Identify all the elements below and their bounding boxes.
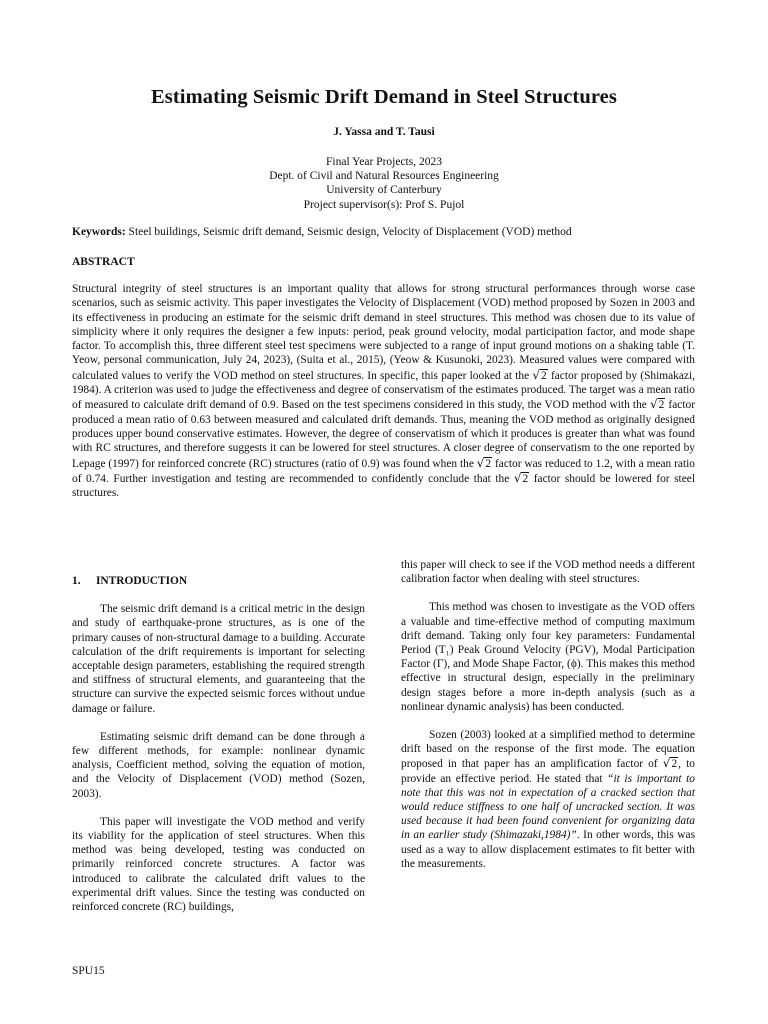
intro-paragraph: The seismic drift demand is a critical metric in the design and study of earthquake-prone structures, as is one of the primary causes of non-structural damage to a building. Accurate calculation of the drift requirements is important for selecting acceptable design parameters, establishing the required strength and stiffness of structural elements, and guaranteeing that the structure can survive the expected seismic forces without undue damage or failure. bbox=[72, 603, 365, 715]
intro-paragraph: Sozen (2003) looked at a simplified method to determine drift based on the response of the first mode. The equation proposed in that paper has an amplification factor of √2, to provide an effective period. He stated that “it is important to note that this was not in expectation of a cracked section that would reduce stiffness to one half of uncracked section. It was used because it had been found convenient for organizing data in an earlier study (Shimazaki,1984)”. In other words, this was used as a way to allow displacement estimates to fit better with the measurements. bbox=[401, 729, 696, 870]
abstract-text: factor should be lowered for steel structures. bbox=[72, 472, 695, 500]
affiliation-line: Project supervisor(s): Prof S. Pujol bbox=[303, 198, 465, 211]
abstract-heading: ABSTRACT bbox=[72, 256, 135, 268]
abstract-text: factor was reduced to 1.2, with a mean ratio of 0.74. Further investigation and testing are recommended to confidently conclude that the bbox=[72, 457, 695, 485]
keywords-label: Keywords: bbox=[72, 226, 126, 238]
right-column bbox=[401, 558, 695, 885]
affiliation-line: University of Canterbury bbox=[326, 184, 442, 197]
affiliation bbox=[0, 155, 768, 212]
left-column bbox=[72, 574, 365, 928]
abstract-text: factor proposed by (Shimakazi, 1984). A criterion was used to judge the effectiveness and degree of conservatism of the estimates produced. The target was a mean ratio of measured to calculate drift demand of 0.9. Based on the test specimens considered in this study, the VOD method with the bbox=[72, 369, 695, 412]
abstract-paragraph bbox=[72, 282, 695, 500]
abstract bbox=[72, 282, 695, 500]
keywords-text: Steel buildings, Seismic drift demand, Seismic design, Velocity of Displacement (VOD) method bbox=[128, 226, 572, 238]
affiliation-line: Final Year Projects, 2023 bbox=[326, 156, 442, 168]
intro-paragraph: Estimating seismic drift demand can be done through a few different methods, for example: nonlinear dynamic analysis, Coefficient method, solving the equation of motion, and the Velocity of Displacement (VOD) method (Sozen, 2003). bbox=[72, 730, 365, 800]
intro-paragraph: This method was chosen to investigate as the VOD offers a valuable and time-effective method of computing maximum drift demand. Taking only four key parameters: Fundamental Period (T₁) Peak Ground Velocity (PGV), Modal Participation Factor (Γ), and Mode Shape Factor, (ϕ). This makes this method effective in structural design, especially in the preliminary design stages before a more in-depth analysis (such as a nonlinear dynamic analysis) has been conducted. bbox=[401, 601, 695, 713]
sqrt-two: √2 bbox=[662, 756, 678, 771]
affiliation-line: Dept. of Civil and Natural Resources Engineering bbox=[269, 170, 499, 183]
abstract-text: factor produced a mean ratio of 0.63 between measured and calculated drift demands. Thus, meaning the VOD method as originally designed produces upper bound conservative estimates. However, the degree of conservatism of which it produces is greater than what was found with RC structures, and therefore suggests it can be lowered for steel structures. A closer degree of conservatism to the one reported by Lepage (1997) for reinforced concrete (RC) structures (ratio of 0.9) was found when the bbox=[72, 399, 695, 470]
section-heading-introduction: 1. INTRODUCTION bbox=[72, 575, 188, 587]
sqrt-two: √2 bbox=[476, 455, 492, 470]
intro-paragraph: this paper will check to see if the VOD method needs a different calibration factor when dealing with steel structures. bbox=[401, 559, 695, 586]
abstract-text: Structural integrity of steel structures is an important quality that allows for strong structural performances through worse case scenarios, such as seismic activity. This paper investigates the Velocity of Displacement (VOD) method proposed by Sozen in 2003 and its effectiveness in producing an estimate for the seismic drift demand in steel structures. This method was chosen due to its value of simplicity where it only requires the designer a few inputs: period, peak ground velocity, modal participation factor, and mode shape factor. To accomplish this, three different steel test specimens were subjected to a range of input ground motions on a shaking table (T. Yeow, personal communication, July 24, 2023), (Suita et al., 2015), (Yeow & Kusunoki, 2023). Measured values were compared with calculated values to verify the VOD method on steel structures. In specific, this paper looked at the bbox=[72, 283, 695, 382]
sqrt-two: √2 bbox=[513, 470, 529, 485]
paper-title: Estimating Seismic Drift Demand in Steel Structures bbox=[151, 86, 617, 108]
sqrt-two: √2 bbox=[532, 367, 547, 382]
quotation: “it is important to note that this was not in expectation of a cracked section that would reduce stiffness to one half of uncracked section. It was used because it had been found convenient for organizing data in an earlier study (Shimazaki,1984)” bbox=[401, 772, 695, 842]
intro-paragraph: This paper will investigate the VOD method and verify its viability for the application of steel structures. When this method was being developed, testing was conducted on primarily reinforced concrete structures. A factor was introduced to calibrate the calculated drift values to the experimental drift values. Since the testing was conducted on reinforced concrete (RC) buildings, bbox=[72, 815, 365, 914]
keywords bbox=[72, 226, 712, 238]
authors: J. Yassa and T. Tausi bbox=[333, 126, 435, 138]
page-footer: SPU15 bbox=[72, 965, 105, 977]
sqrt-two: √2 bbox=[649, 397, 665, 412]
